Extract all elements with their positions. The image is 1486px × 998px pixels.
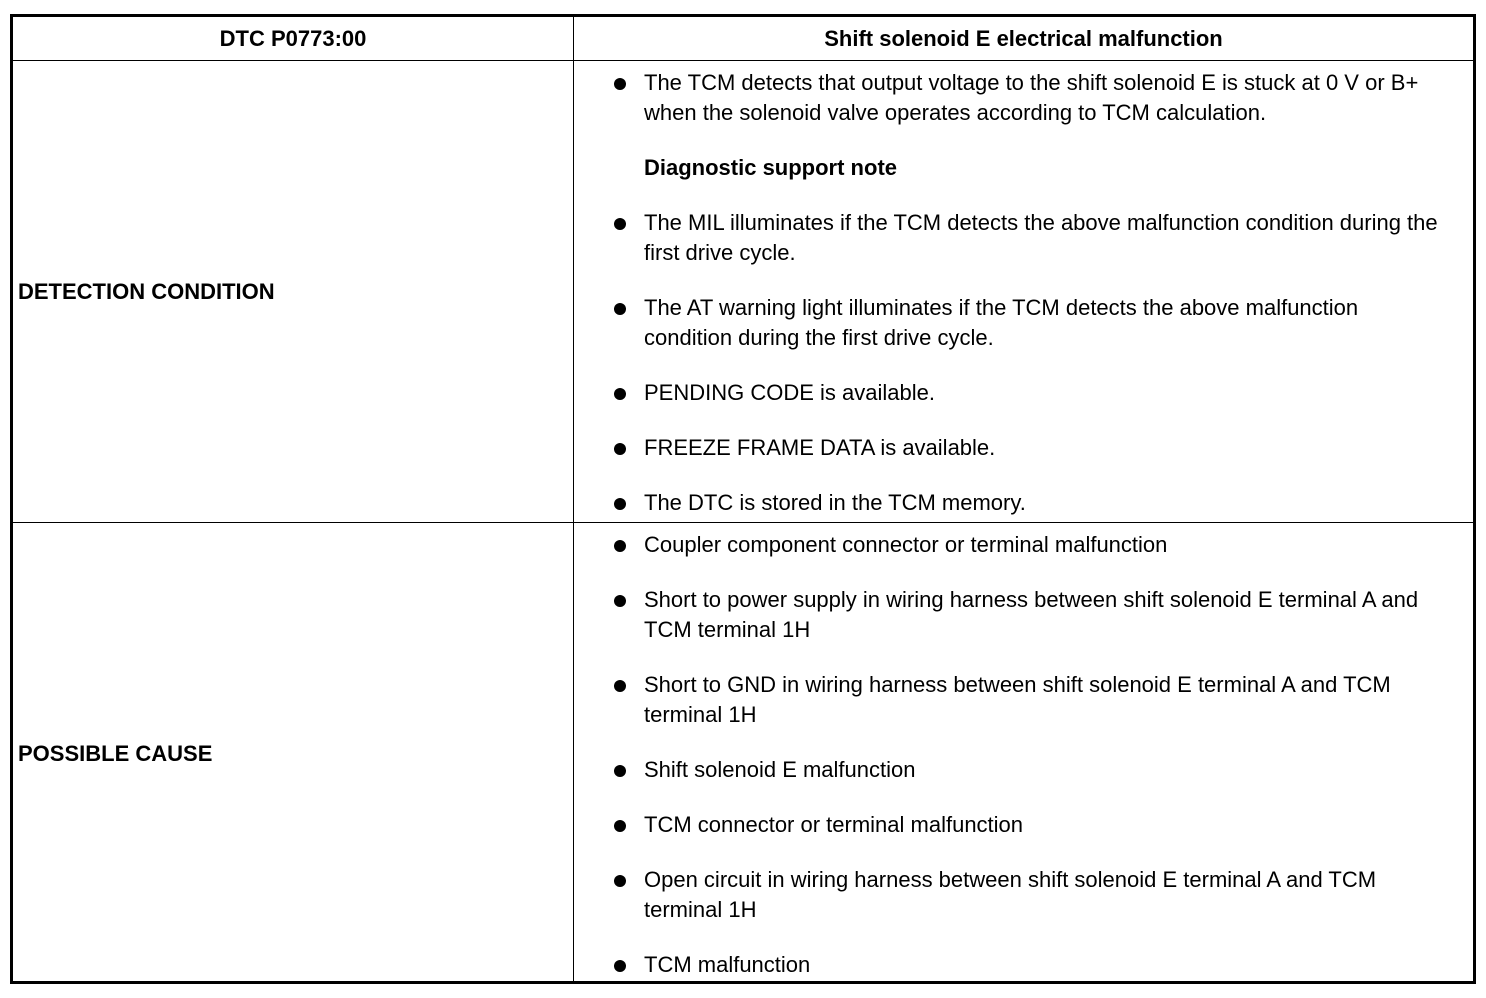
cause-item-tcm-malfunction: TCM malfunction xyxy=(610,950,1450,980)
header-divider xyxy=(13,60,1473,61)
detection-item-pending-code: PENDING CODE is available. xyxy=(610,378,1450,408)
detection-item-output-voltage: The TCM detects that output voltage to the shift solenoid E is stuck at 0 V or B+ when the solenoid valve operates according to TCM calculation. xyxy=(610,68,1450,128)
cause-item-tcm-connector: TCM connector or terminal malfunction xyxy=(610,810,1450,840)
dtc-code-header: DTC P0773:00 xyxy=(219,25,367,51)
detection-item-at-warning-light: The AT warning light illuminates if the TCM detects the above malfunction condition during the first drive cycle. xyxy=(610,293,1450,353)
possible-cause-label: POSSIBLE CAUSE xyxy=(18,741,213,766)
detection-item-freeze-frame: FREEZE FRAME DATA is available. xyxy=(610,433,1450,463)
detection-condition-list xyxy=(610,68,1450,518)
column-divider xyxy=(573,17,574,981)
detection-condition-label: DETECTION CONDITION xyxy=(18,279,275,304)
dtc-table xyxy=(10,14,1476,984)
cause-item-coupler-connector: Coupler component connector or terminal malfunction xyxy=(610,530,1450,560)
diagnostic-support-note-heading: Diagnostic support note xyxy=(644,155,897,180)
cause-item-short-to-gnd: Short to GND in wiring harness between shift solenoid E terminal A and TCM terminal 1H xyxy=(610,670,1450,730)
detection-item-dtc-stored: The DTC is stored in the TCM memory. xyxy=(610,488,1450,518)
cause-item-short-to-power: Short to power supply in wiring harness between shift solenoid E terminal A and TCM terminal 1H xyxy=(610,585,1450,645)
dtc-title-header: Shift solenoid E electrical malfunction xyxy=(824,25,1223,51)
cause-item-open-circuit: Open circuit in wiring harness between shift solenoid E terminal A and TCM terminal 1H xyxy=(610,865,1450,925)
possible-cause-list xyxy=(610,530,1450,980)
cause-item-solenoid-malfunction: Shift solenoid E malfunction xyxy=(610,755,1450,785)
row-divider xyxy=(13,522,1473,523)
detection-item-mil: The MIL illuminates if the TCM detects the above malfunction condition during the first drive cycle. xyxy=(610,208,1450,268)
